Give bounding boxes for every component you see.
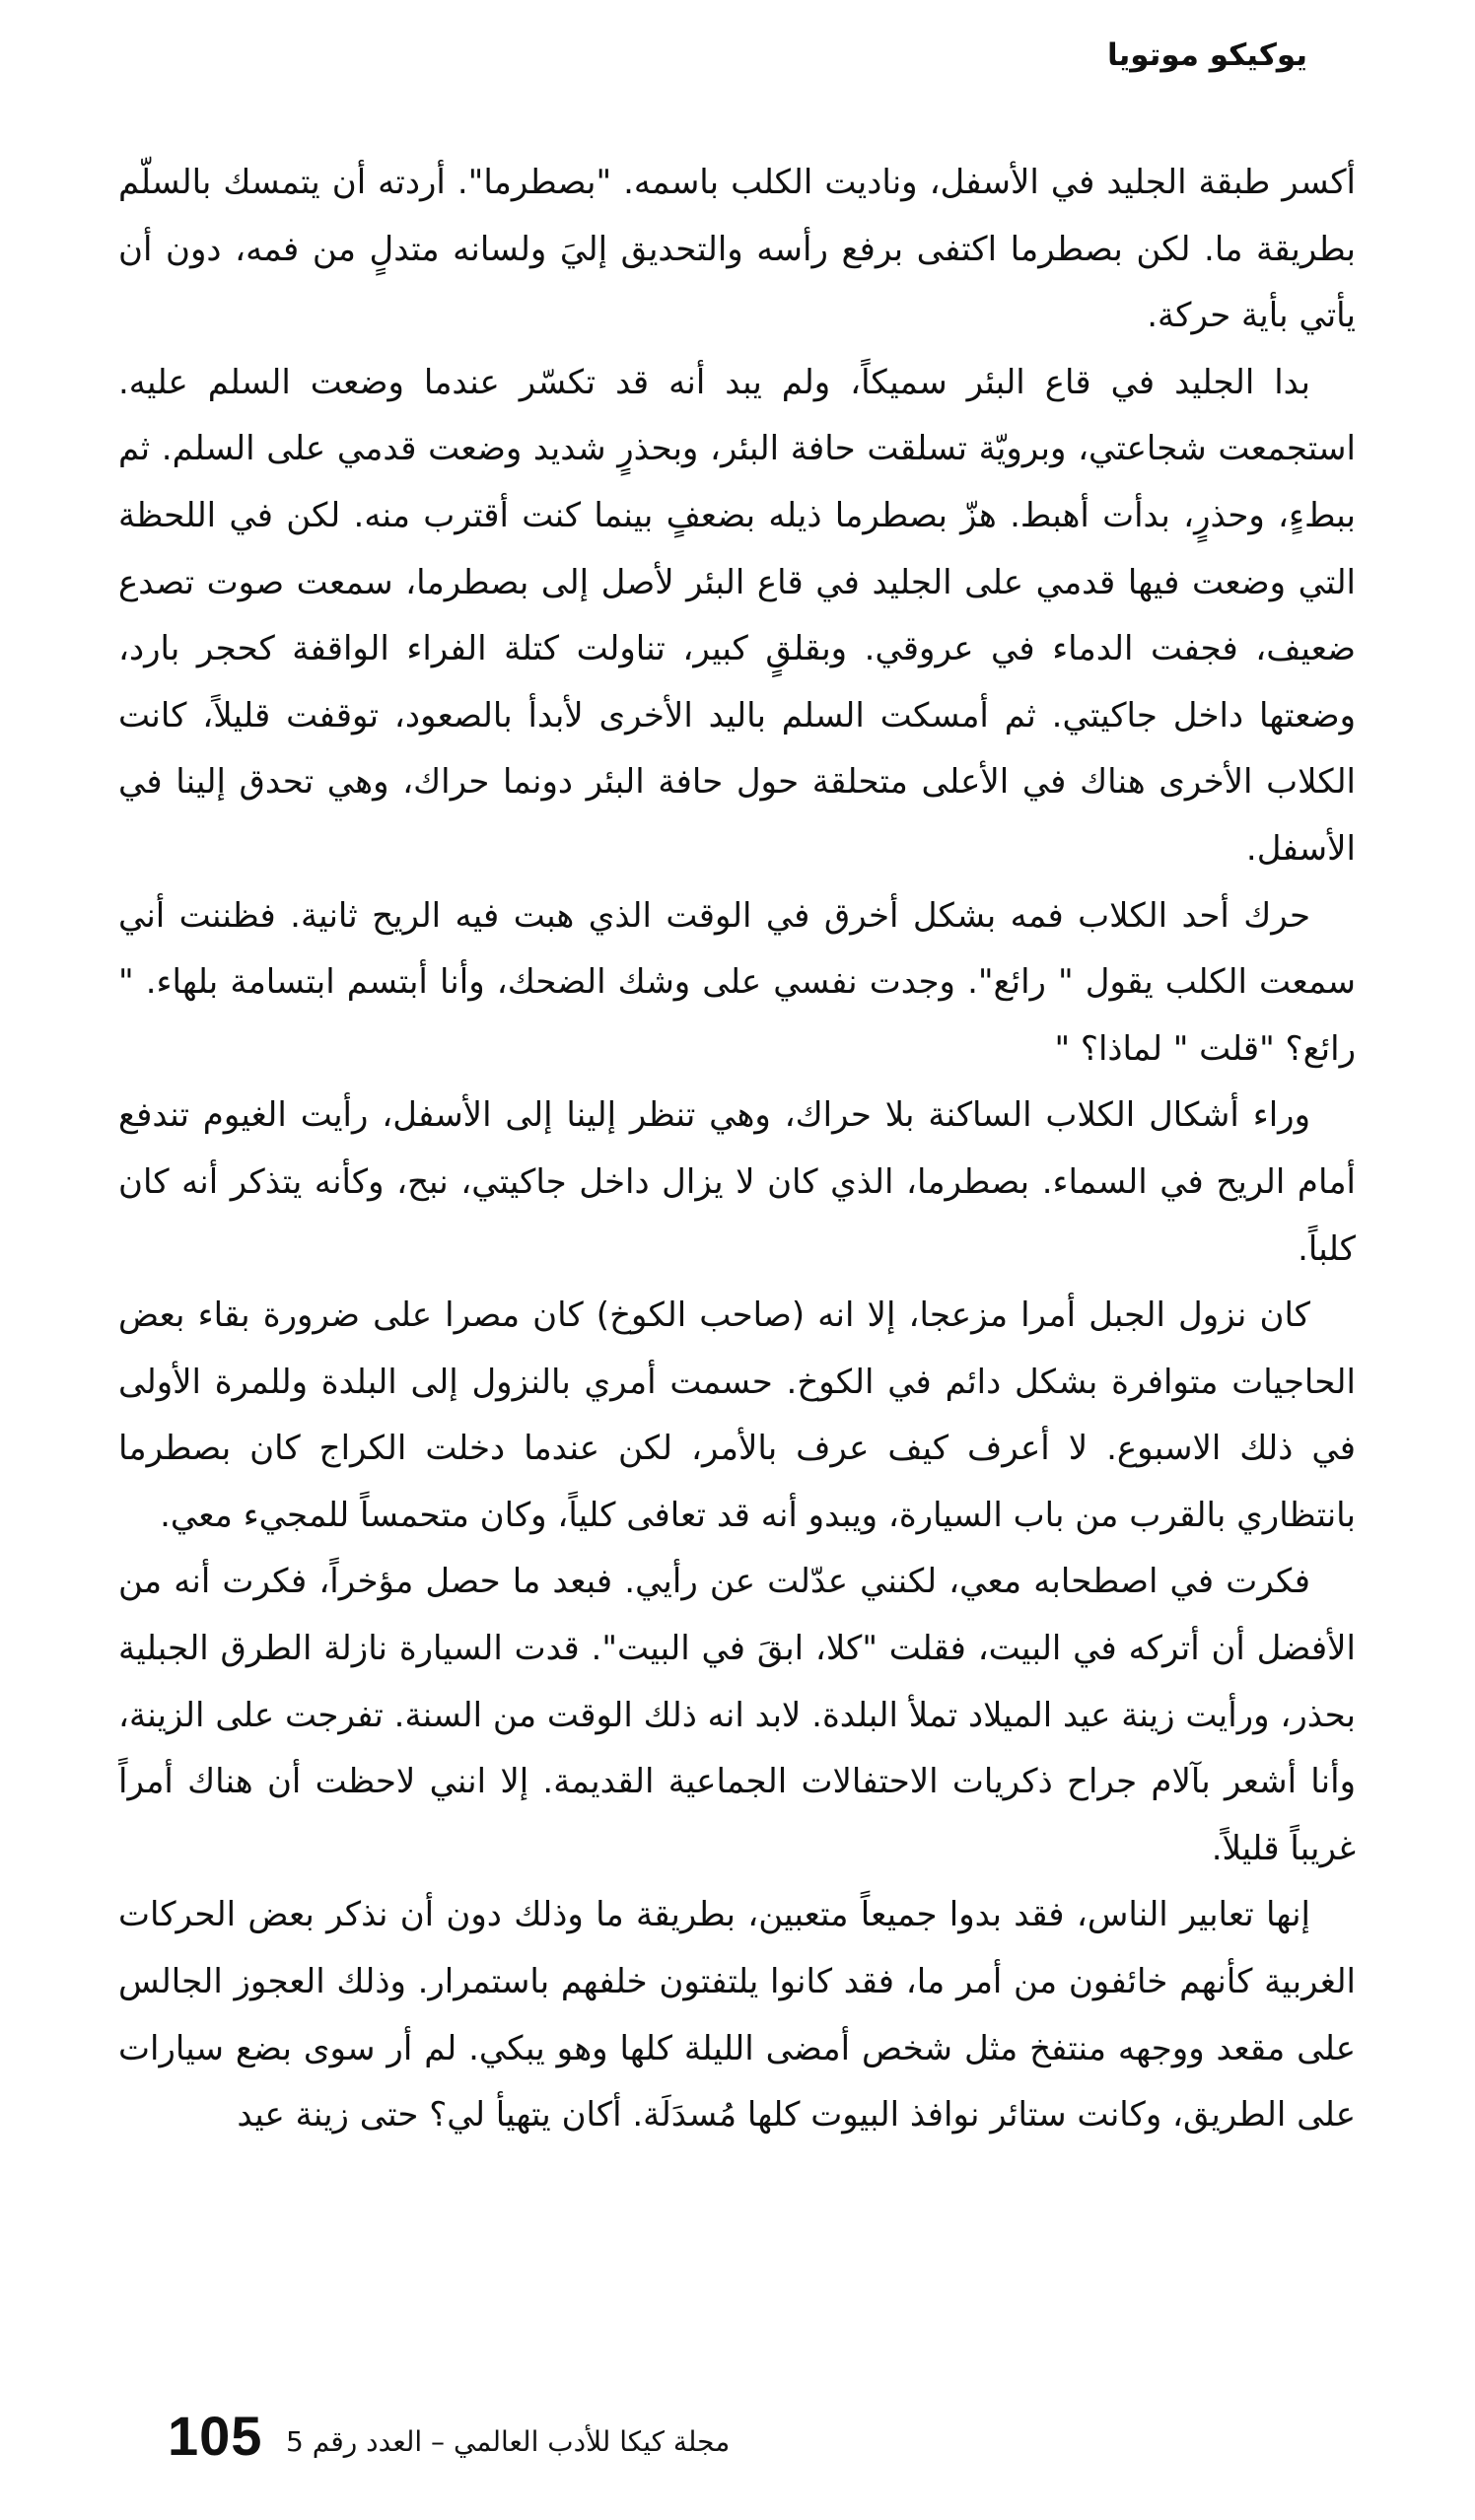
paragraph: بدا الجليد في قاع البئر سميكاً، ولم يبد أنه قد تكسّر عندما وضعت السلم عليه. استجمعت شجاعتي، وبرويّة تسلقت حافة البئر، وبحذرٍ شديد وضعت قدمي على السلم. ثم ببطءٍ، وحذرٍ، بدأت أهبط. هزّ بصطرما ذيله بضعفٍ بينما كنت أقترب منه. لكن في اللحظة التي وضعت فيها قدمي على الجليد في قاع البئر لأصل إلى بصطرما، سمعت صوت تصدع ضعيف، فجفت الدماء في عروقي. وبقلقٍ كبير، تناولت كتلة الفراء الواقفة كحجر بارد، وضعتها داخل جاكيتي. ثم أمسكت السلم باليد الأخرى لأبدأ بالصعود، توقفت قليلاً، كانت الكلاب الأخرى هناك في الأعلى متحلقة حول حافة البئر دونما حراك، وهي تحدق إلينا في الأسفل.	[118, 362, 1356, 869]
page-footer	[168, 2405, 1351, 2475]
journal-issue-line: مجلة كيكا للأدب العالمي – العدد رقم 5	[286, 2425, 731, 2458]
paragraph: كان نزول الجبل أمرا مزعجا، إلا انه (صاحب الكوخ) كان مصرا على ضرورة بقاء بعض الحاجيات متوافرة بشكل دائم في الكوخ. حسمت أمري بالنزول إلى البلدة وللمرة الأولى في ذلك الاسبوع. لا أعرف كيف عرف بالأمر، لكن عندما دخلت الكراج كان بصطرما بانتظاري بالقرب من باب السيارة، ويبدو أنه قد تعافى كلياً، وكان متحمساً للمجيء معي.	[118, 1295, 1356, 1535]
page-number: 105	[168, 2405, 263, 2467]
paragraph: أكسر طبقة الجليد في الأسفل، وناديت الكلب باسمه. "بصطرما". أردته أن يتمسك بالسلّم بطريقة ما. لكن بصطرما اكتفى برفع رأسه والتحديق إليَ ولسانه متدلٍ من فمه، دون أن يأتي بأية حركة.	[118, 163, 1356, 336]
paragraph: إنها تعابير الناس، فقد بدوا جميعاً متعبين، بطريقة ما وذلك دون أن نذكر بعض الحركات الغربية كأنهم خائفون من أمر ما، فقد كانوا يلتفتون خلفهم باستمرار. وذلك العجوز الجالس على مقعد ووجهه منتفخ مثل شخص أمضى الليلة كلها وهو يبكي. لم أر سوى بضع سيارات على الطريق، وكانت ستائر نوافذ البيوت كلها مُسدَلَة. أكان يتهيأ لي؟ حتى زينة عيد	[118, 1895, 1356, 2135]
body-text	[118, 150, 1356, 2339]
running-header-author: يوكيكو موتويا	[1107, 37, 1307, 73]
paragraph: وراء أشكال الكلاب الساكنة بلا حراك، وهي تنظر إلينا إلى الأسفل، رأيت الغيوم تندفع أمام الريح في السماء. بصطرما، الذي كان لا يزال داخل جاكيتي، نبح، وكأنه يتذكر أنه كان كلباً.	[118, 1095, 1356, 1269]
paragraph: فكرت في اصطحابه معي، لكنني عدّلت عن رأيي. فبعد ما حصل مؤخراً، فكرت أنه من الأفضل أن أتركه في البيت، فقلت "كلا، ابقَ في البيت". قدت السيارة نازلة الطرق الجبلية بحذر، ورأيت زينة عيد الميلاد تملأ البلدة. لابد انه ذلك الوقت من السنة. تفرجت على الزينة، وأنا أشعر بآلام جراح ذكريات الاحتفالات الجماعية القديمة. إلا انني لاحظت أن هناك أمراً غريباً قليلاً.	[118, 1562, 1356, 1868]
paragraph: حرك أحد الكلاب فمه بشكل أخرق في الوقت الذي هبت فيه الريح ثانية. فظننت أني سمعت الكلب يقول " رائع". وجدت نفسي على وشك الضحك، وأنا أبتسم ابتسامة بلهاء. " رائع؟ "قلت " لماذا؟ "	[118, 895, 1356, 1069]
